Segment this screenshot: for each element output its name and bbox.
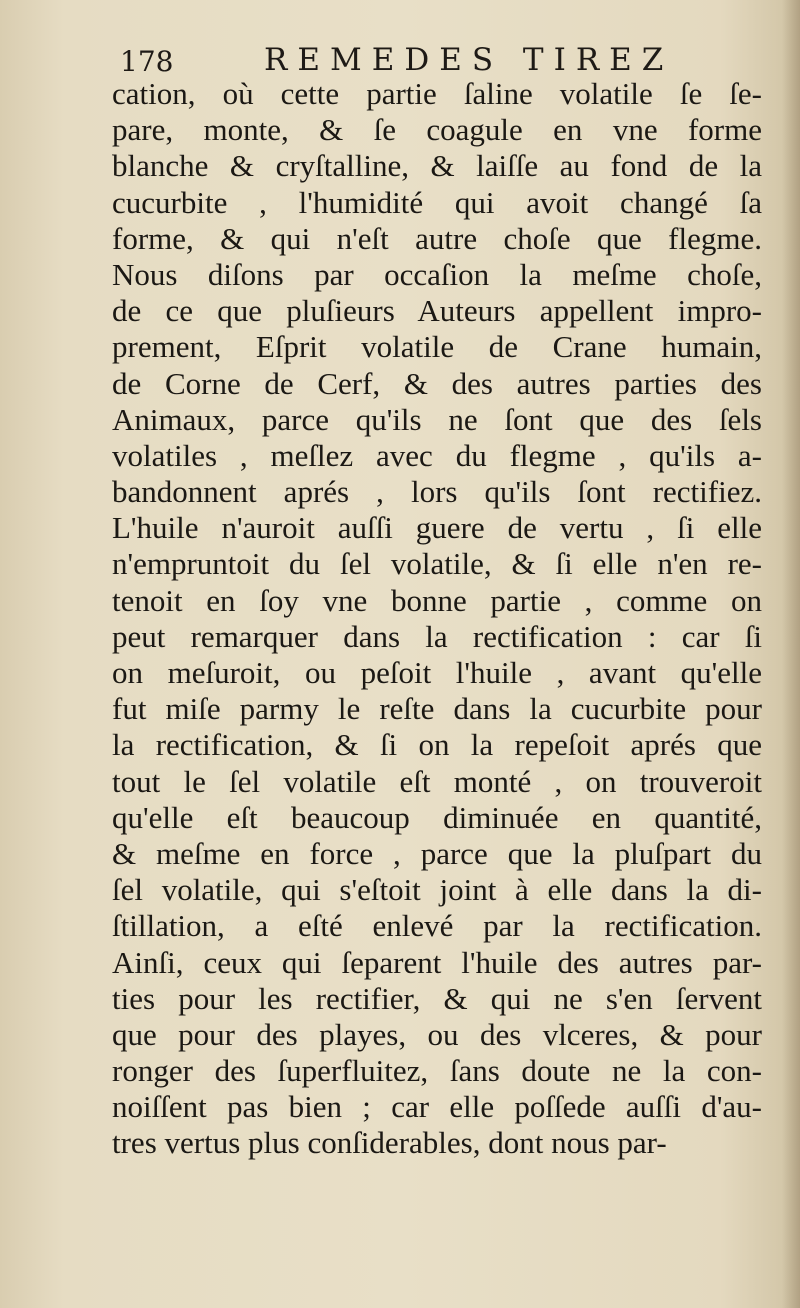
text-line: Ainſi, ceux qui ſeparent l'huile des autres par- (112, 944, 762, 980)
text-line: ſel volatile, qui s'eſtoit joint à elle dans la di- (112, 872, 762, 908)
text-line: la rectification, & ſi on la repeſoit aprés que (112, 727, 762, 763)
page-edge-shadow (782, 0, 800, 1308)
text-line: n'empruntoit du ſel volatile, & ſi elle n'en re- (112, 546, 762, 582)
text-line: ronger des ſuperfluitez, ſans doute ne la con- (112, 1053, 762, 1089)
text-line: tres vertus plus conſiderables, dont nous par- (112, 1125, 667, 1161)
text-line: volatiles , meſlez avec du flegme , qu'ils a- (112, 437, 762, 473)
text-line: tout le ſel volatile eſt monté , on trouveroit (112, 763, 762, 799)
text-line: de Corne de Cerf, & des autres parties des (112, 365, 762, 401)
text-line: blanche & cryſtalline, & laiſſe au fond de la (112, 148, 762, 184)
text-line: pare, monte, & ſe coagule en vne forme (112, 112, 762, 148)
text-line: ſtillation, a eſté enlevé par la rectification. (112, 908, 762, 944)
text-line: peut remarquer dans la rectification : car ſi (112, 618, 762, 654)
text-line: L'huile n'auroit auſſi guere de vertu , ſi elle (112, 510, 762, 546)
text-line: qu'elle eſt beaucoup diminuée en quantité, (112, 799, 762, 835)
text-line: Nous diſons par occaſion la meſme choſe, (112, 256, 762, 292)
text-line: de ce que pluſieurs Auteurs appellent impro- (112, 293, 762, 329)
running-title: REMEDES TIREZ (264, 42, 674, 78)
text-line: prement, Eſprit volatile de Crane humain, (112, 329, 762, 365)
text-line: bandonnent aprés , lors qu'ils ſont rectifiez. (112, 474, 762, 510)
text-line: cucurbite , l'humidité qui avoit changé ſa (112, 184, 762, 220)
page-number: 178 (120, 45, 174, 78)
text-line: & meſme en force , parce que la pluſpart du (112, 835, 762, 871)
text-line: tenoit en ſoy vne bonne partie , comme on (112, 582, 762, 618)
text-line: noiſſent pas bien ; car elle poſſede auſſi d'au- (112, 1089, 762, 1125)
text-line: ties pour les rectifier, & qui ne s'en ſervent (112, 980, 762, 1016)
body-text (112, 76, 762, 1162)
text-line: Animaux, parce qu'ils ne ſont que des ſels (112, 401, 762, 437)
text-line: que pour des playes, ou des vlceres, & pour (112, 1016, 762, 1052)
text-line: fut miſe parmy le reſte dans la cucurbite pour (112, 691, 762, 727)
text-line: on meſuroit, ou peſoit l'huile , avant qu'elle (112, 655, 762, 690)
text-line: cation, où cette partie ſaline volatile ſe ſe- (112, 76, 762, 111)
text-line: forme, & qui n'eſt autre choſe que flegme. (112, 220, 762, 256)
